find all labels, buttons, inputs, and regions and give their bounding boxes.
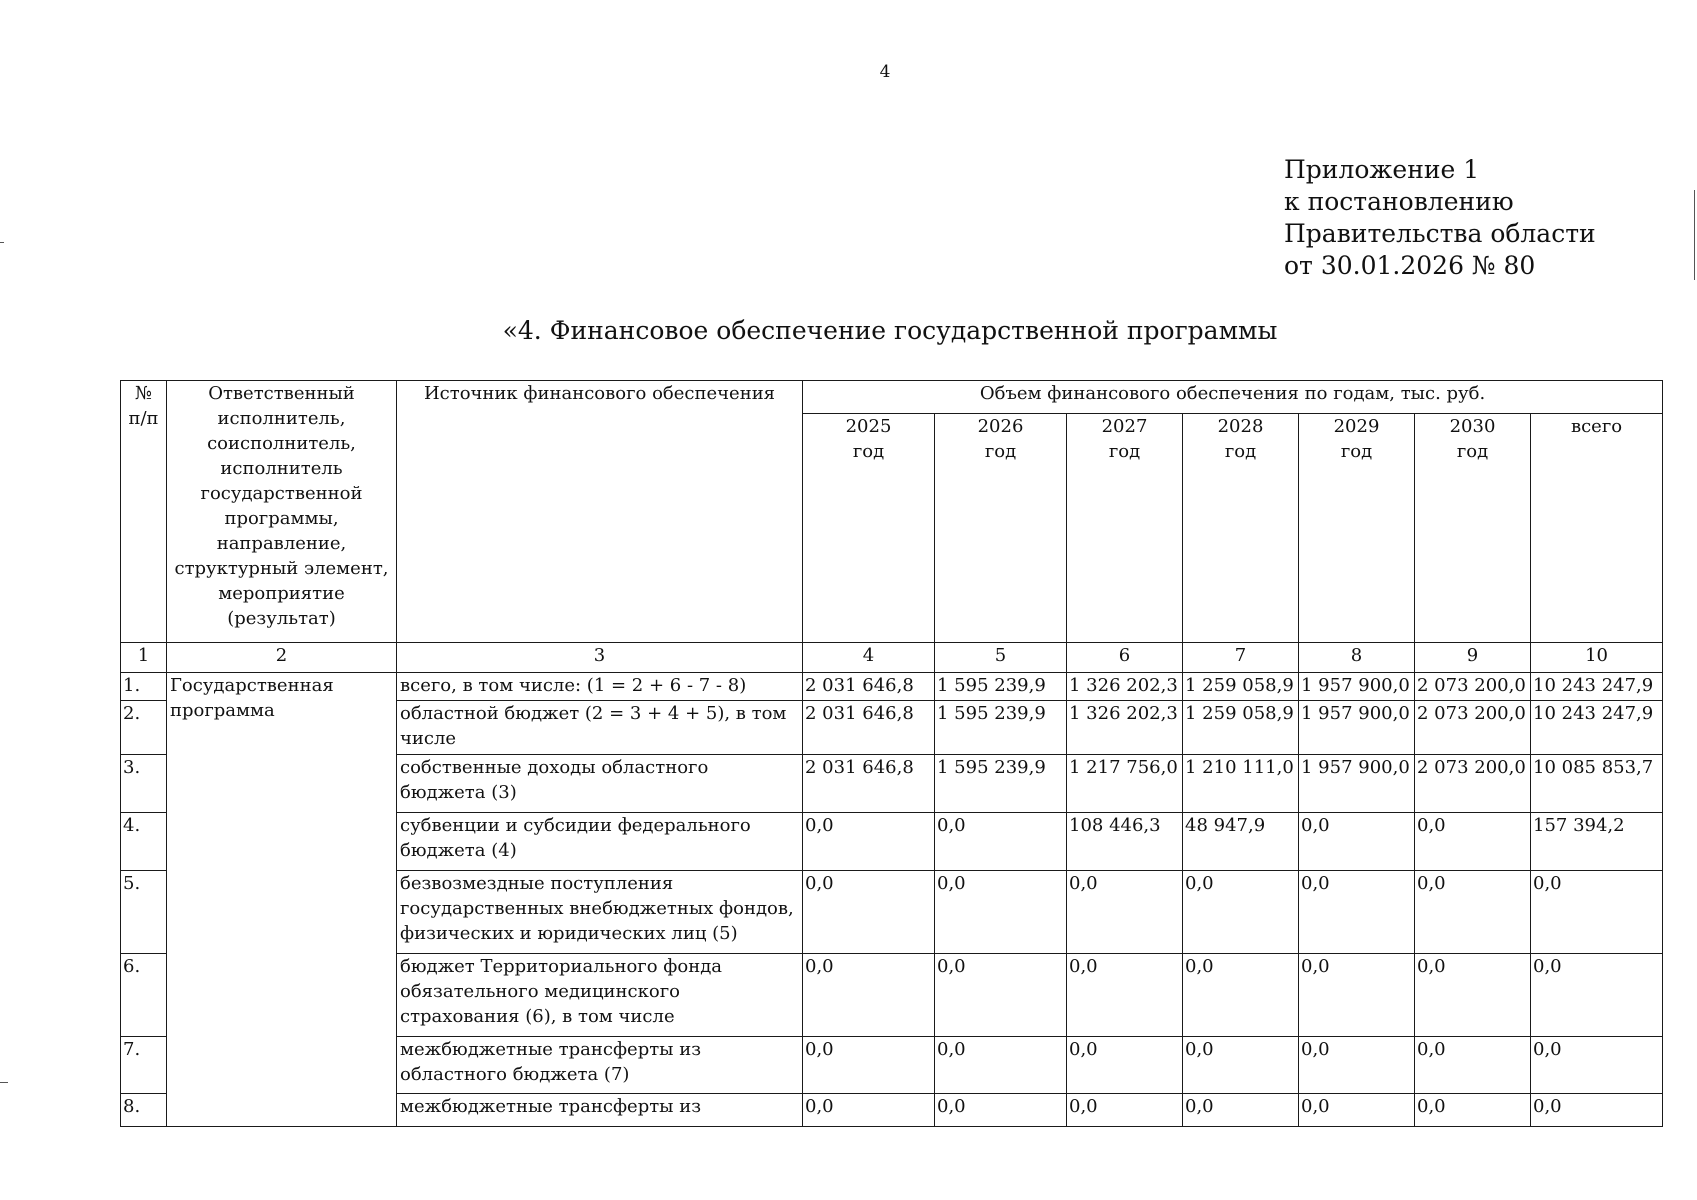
column-number: 5 bbox=[935, 643, 1067, 673]
value-cell: 0,0 bbox=[1415, 1094, 1531, 1127]
margin-mark bbox=[0, 242, 4, 243]
column-number: 8 bbox=[1299, 643, 1415, 673]
source-cell: собственные доходы областного бюджета (3) bbox=[397, 755, 803, 813]
year-word: год bbox=[852, 441, 885, 462]
appendix-line: от 30.01.2026 № 80 bbox=[1284, 251, 1536, 280]
value-cell: 1 957 900,0 bbox=[1299, 673, 1415, 701]
header-year-2029 bbox=[1299, 414, 1415, 643]
appendix-line: Правительства области bbox=[1284, 219, 1596, 248]
value-cell: 10 243 247,9 bbox=[1531, 701, 1663, 755]
column-number-row bbox=[121, 643, 1663, 673]
source-cell: межбюджетные трансферты из областного бюджета (7) bbox=[397, 1037, 803, 1094]
year-label: 2029 bbox=[1333, 416, 1380, 437]
column-number: 9 bbox=[1415, 643, 1531, 673]
value-cell: 0,0 bbox=[1067, 954, 1183, 1037]
source-cell: бюджет Территориального фонда обязательного медицинского страхования (6), в том числе bbox=[397, 954, 803, 1037]
value-cell: 48 947,9 bbox=[1183, 813, 1299, 871]
value-cell: 0,0 bbox=[1183, 1037, 1299, 1094]
header-year-2030 bbox=[1415, 414, 1531, 643]
appendix-line: Приложение 1 bbox=[1284, 155, 1480, 184]
value-cell: 0,0 bbox=[1067, 1094, 1183, 1127]
year-word: год bbox=[1108, 441, 1141, 462]
row-number: 8. bbox=[121, 1094, 167, 1127]
appendix-block bbox=[1284, 154, 1596, 282]
value-cell: 1 595 239,9 bbox=[935, 673, 1067, 701]
year-word: год bbox=[1340, 441, 1373, 462]
value-cell: 0,0 bbox=[1415, 813, 1531, 871]
margin-mark bbox=[0, 1082, 8, 1083]
source-cell: областной бюджет (2 = 3 + 4 + 5), в том числе bbox=[397, 701, 803, 755]
value-cell: 0,0 bbox=[1531, 954, 1663, 1037]
header-year-2026 bbox=[935, 414, 1067, 643]
header-year-2025 bbox=[803, 414, 935, 643]
value-cell: 10 243 247,9 bbox=[1531, 673, 1663, 701]
value-cell: 0,0 bbox=[1415, 954, 1531, 1037]
value-cell: 1 259 058,9 bbox=[1183, 701, 1299, 755]
value-cell: 0,0 bbox=[1415, 1037, 1531, 1094]
header-source: Источник финансового обеспечения bbox=[397, 381, 803, 643]
value-cell: 1 595 239,9 bbox=[935, 701, 1067, 755]
value-cell: 108 446,3 bbox=[1067, 813, 1183, 871]
year-word: год bbox=[1456, 441, 1489, 462]
executor-cell: Государственная программа bbox=[167, 673, 397, 1127]
header-executor: Ответственный исполнитель, соисполнитель, исполнитель государственной программы, направление, структурный элемент, мероприятие (результат) bbox=[167, 381, 397, 643]
row-number: 4. bbox=[121, 813, 167, 871]
value-cell: 0,0 bbox=[935, 1094, 1067, 1127]
value-cell: 0,0 bbox=[1183, 1094, 1299, 1127]
value-cell: 0,0 bbox=[803, 871, 935, 954]
value-cell: 1 217 756,0 bbox=[1067, 755, 1183, 813]
column-number: 3 bbox=[397, 643, 803, 673]
value-cell: 0,0 bbox=[1299, 954, 1415, 1037]
value-cell: 1 595 239,9 bbox=[935, 755, 1067, 813]
section-title: «4. Финансовое обеспечение государственной программы bbox=[502, 316, 1278, 345]
value-cell: 0,0 bbox=[935, 1037, 1067, 1094]
value-cell: 0,0 bbox=[1299, 1094, 1415, 1127]
margin-mark bbox=[1694, 190, 1695, 280]
row-number: 3. bbox=[121, 755, 167, 813]
value-cell: 2 073 200,0 bbox=[1415, 701, 1531, 755]
header-total: всего bbox=[1531, 414, 1663, 643]
value-cell: 0,0 bbox=[935, 813, 1067, 871]
header-volume: Объем финансового обеспечения по годам, тыс. руб. bbox=[803, 381, 1663, 414]
value-cell: 0,0 bbox=[1183, 871, 1299, 954]
value-cell: 1 326 202,3 bbox=[1067, 701, 1183, 755]
row-number: 6. bbox=[121, 954, 167, 1037]
year-label: 2027 bbox=[1101, 416, 1148, 437]
year-word: год bbox=[1224, 441, 1257, 462]
source-cell: субвенции и субсидии федерального бюджета (4) bbox=[397, 813, 803, 871]
value-cell: 0,0 bbox=[803, 954, 935, 1037]
row-number: 2. bbox=[121, 701, 167, 755]
column-number: 4 bbox=[803, 643, 935, 673]
value-cell: 0,0 bbox=[935, 954, 1067, 1037]
year-word: год bbox=[984, 441, 1017, 462]
value-cell: 0,0 bbox=[1299, 1037, 1415, 1094]
value-cell: 0,0 bbox=[1299, 813, 1415, 871]
value-cell: 0,0 bbox=[1299, 871, 1415, 954]
year-label: 2026 bbox=[977, 416, 1024, 437]
value-cell: 1 259 058,9 bbox=[1183, 673, 1299, 701]
source-cell: межбюджетные трансферты из bbox=[397, 1094, 803, 1127]
value-cell: 1 210 111,0 bbox=[1183, 755, 1299, 813]
row-number: 5. bbox=[121, 871, 167, 954]
value-cell: 1 957 900,0 bbox=[1299, 701, 1415, 755]
row-number: 1. bbox=[121, 673, 167, 701]
header-year-2027 bbox=[1067, 414, 1183, 643]
value-cell: 2 073 200,0 bbox=[1415, 755, 1531, 813]
header-year-2028 bbox=[1183, 414, 1299, 643]
year-label: 2030 bbox=[1449, 416, 1496, 437]
source-cell: безвозмездные поступления государственных внебюджетных фондов, физических и юридических лиц (5) bbox=[397, 871, 803, 954]
column-number: 6 bbox=[1067, 643, 1183, 673]
value-cell: 1 957 900,0 bbox=[1299, 755, 1415, 813]
value-cell: 0,0 bbox=[1531, 1037, 1663, 1094]
value-cell: 0,0 bbox=[1531, 871, 1663, 954]
column-number: 1 bbox=[121, 643, 167, 673]
source-cell: всего, в том числе: (1 = 2 + 6 - 7 - 8) bbox=[397, 673, 803, 701]
value-cell: 0,0 bbox=[803, 1037, 935, 1094]
value-cell: 0,0 bbox=[1067, 1037, 1183, 1094]
financing-table bbox=[120, 380, 1663, 1127]
value-cell: 0,0 bbox=[1183, 954, 1299, 1037]
year-label: 2025 bbox=[845, 416, 892, 437]
value-cell: 10 085 853,7 bbox=[1531, 755, 1663, 813]
header-num: № п/п bbox=[121, 381, 167, 643]
value-cell: 0,0 bbox=[803, 813, 935, 871]
value-cell: 2 031 646,8 bbox=[803, 673, 935, 701]
appendix-line: к постановлению bbox=[1284, 187, 1514, 216]
value-cell: 0,0 bbox=[1415, 871, 1531, 954]
value-cell: 0,0 bbox=[935, 871, 1067, 954]
value-cell: 2 031 646,8 bbox=[803, 755, 935, 813]
value-cell: 0,0 bbox=[803, 1094, 935, 1127]
column-number: 2 bbox=[167, 643, 397, 673]
year-label: 2028 bbox=[1217, 416, 1264, 437]
value-cell: 157 394,2 bbox=[1531, 813, 1663, 871]
column-number: 10 bbox=[1531, 643, 1663, 673]
value-cell: 2 073 200,0 bbox=[1415, 673, 1531, 701]
value-cell: 1 326 202,3 bbox=[1067, 673, 1183, 701]
value-cell: 0,0 bbox=[1067, 871, 1183, 954]
column-number: 7 bbox=[1183, 643, 1299, 673]
value-cell: 2 031 646,8 bbox=[803, 701, 935, 755]
page-number: 4 bbox=[879, 62, 891, 82]
table-row bbox=[121, 673, 1663, 701]
row-number: 7. bbox=[121, 1037, 167, 1094]
value-cell: 0,0 bbox=[1531, 1094, 1663, 1127]
